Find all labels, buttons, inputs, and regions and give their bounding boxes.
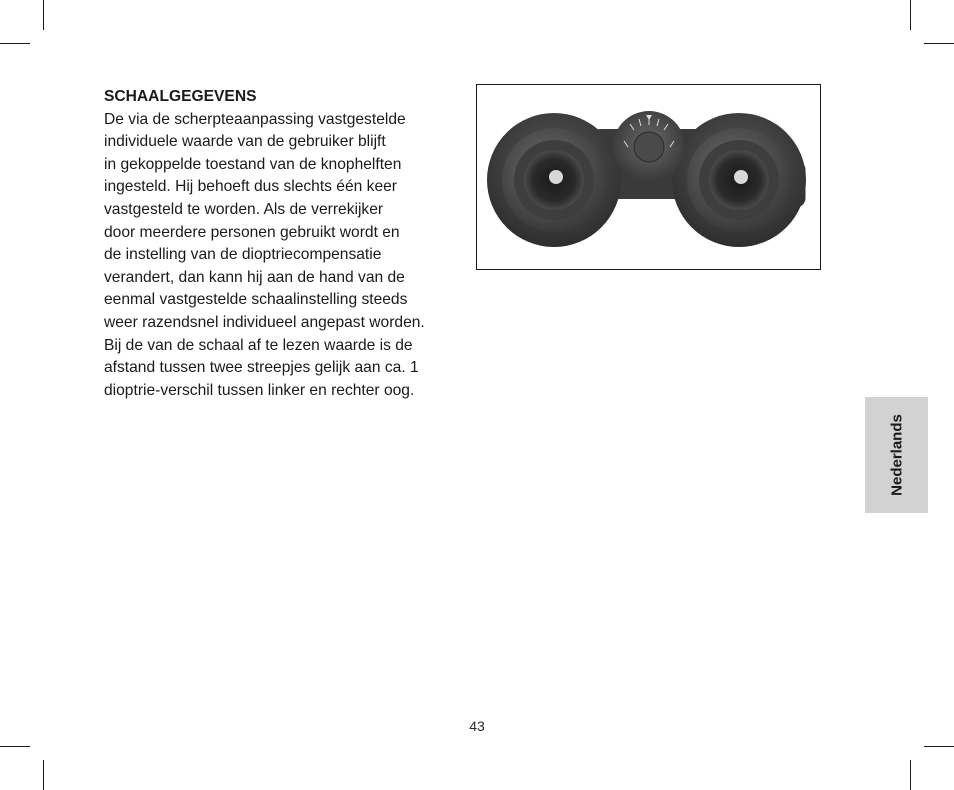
focus-knob-center <box>634 132 664 162</box>
paragraph-line: Bij de van de schaal af te lezen waarde is de <box>104 336 413 354</box>
paragraph-line: weer razendsnel individueel angepast worden. <box>104 313 425 331</box>
left-lens-highlight <box>549 170 563 184</box>
paragraph-line: vastgesteld te worden. Als de verrekijker <box>104 200 384 218</box>
paragraph-line: ingesteld. Hij behoeft dus slechts één keer <box>104 178 397 196</box>
crop-mark <box>924 746 954 747</box>
page-number: 43 <box>469 718 485 734</box>
crop-mark <box>0 43 30 44</box>
paragraph-line: individuele waarde van de gebruiker blijft <box>104 133 386 151</box>
body-text-block <box>104 86 449 402</box>
paragraph-line: dioptrie-verschil tussen linker en rechter oog. <box>104 381 415 399</box>
binoculars-figure <box>476 84 821 270</box>
crop-mark <box>43 760 44 790</box>
paragraph-line: in gekoppelde toestand van de knophelften <box>104 155 402 173</box>
section-heading: SCHAALGEGEVENS <box>104 88 257 105</box>
paragraph-line: afstand tussen twee streepjes gelijk aan ca. 1 <box>104 359 419 377</box>
crop-mark <box>43 0 44 30</box>
language-tab <box>865 397 928 513</box>
paragraph-line: De via de scherpteaanpassing vastgestelde <box>104 110 406 128</box>
paragraph-line: de instelling van de dioptriecompensatie <box>104 246 382 264</box>
paragraph-line: door meerdere personen gebruikt wordt en <box>104 223 400 241</box>
crop-mark <box>0 746 30 747</box>
paragraph-line: verandert, dan kann hij aan de hand van de <box>104 268 405 286</box>
binoculars-icon <box>477 85 822 271</box>
paragraph-line: eenmal vastgestelde schaalinstelling steeds <box>104 291 408 309</box>
crop-mark <box>910 760 911 790</box>
right-lens-highlight <box>734 170 748 184</box>
crop-mark <box>924 43 954 44</box>
language-tab-label: Nederlands <box>888 414 905 496</box>
crop-mark <box>910 0 911 30</box>
